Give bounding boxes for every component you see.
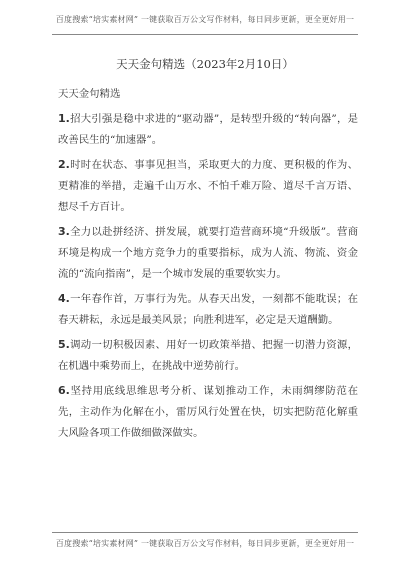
quote-item-3 bbox=[58, 221, 358, 285]
quote-number: 2. bbox=[58, 158, 70, 171]
quote-number: 4. bbox=[58, 292, 70, 305]
quote-number: 1. bbox=[58, 112, 70, 125]
page-footer: 百度搜索“培实素材网” 一键获取百万公文写作材料，每日同步更新，更全更好用一 bbox=[55, 539, 355, 548]
quote-number: 5. bbox=[58, 338, 70, 351]
document-body bbox=[58, 84, 358, 447]
quote-item-2 bbox=[58, 154, 358, 218]
quote-text: 调动一切积极因素、用好一切政策举措、把握一切潜力资源，在机遇中乘势而上，在挑战中逆势前行。 bbox=[58, 339, 358, 372]
quote-text: 时时在状态、事事见担当，采取更大的力度、更积极的作为、更精准的举措，走遍千山万水、不怕千难万险、道尽千言万语、想尽千方百计。 bbox=[58, 159, 358, 213]
document-title: 天天金句精选（2023年2月10日） bbox=[116, 57, 294, 71]
quote-item-6 bbox=[58, 380, 358, 444]
quote-text: 一年春作首，万事行为先。从春天出发，一刻都不能耽误；在春天耕耘，永远是最美风景；向胜利进军，必定是天道酬勤。 bbox=[58, 293, 358, 326]
footer-divider bbox=[52, 532, 358, 533]
quote-item-1 bbox=[58, 108, 358, 151]
quote-number: 3. bbox=[58, 225, 70, 238]
page-header: 百度搜索“培实素材网” 一键获取百万公文写作材料，每日同步更新，更全更好用一 bbox=[55, 15, 355, 24]
quote-item-5 bbox=[58, 334, 358, 377]
quote-text: 招大引强是稳中求进的“驱动器”，是转型升级的“转向器”，是改善民生的“加速器”。 bbox=[58, 113, 358, 146]
quote-text: 全力以赴拼经济、拼发展，就要打造营商环境“升级版”。营商环境是构成一个地方竞争力的重要指标，成为人流、物流、资金流的“流向指南”，是一个城市发展的重要软实力。 bbox=[58, 226, 358, 280]
quote-number: 6. bbox=[58, 384, 70, 397]
header-divider bbox=[52, 34, 358, 35]
quote-item-4 bbox=[58, 288, 358, 331]
section-title: 天天金句精选 bbox=[58, 88, 121, 100]
quote-text: 坚持用底线思维思考分析、谋划推动工作，未雨绸缪防范在先，主动作为化解在小，雷厉风行处置在快，切实把防范化解重大风险各项工作做细做深做实。 bbox=[58, 385, 358, 439]
